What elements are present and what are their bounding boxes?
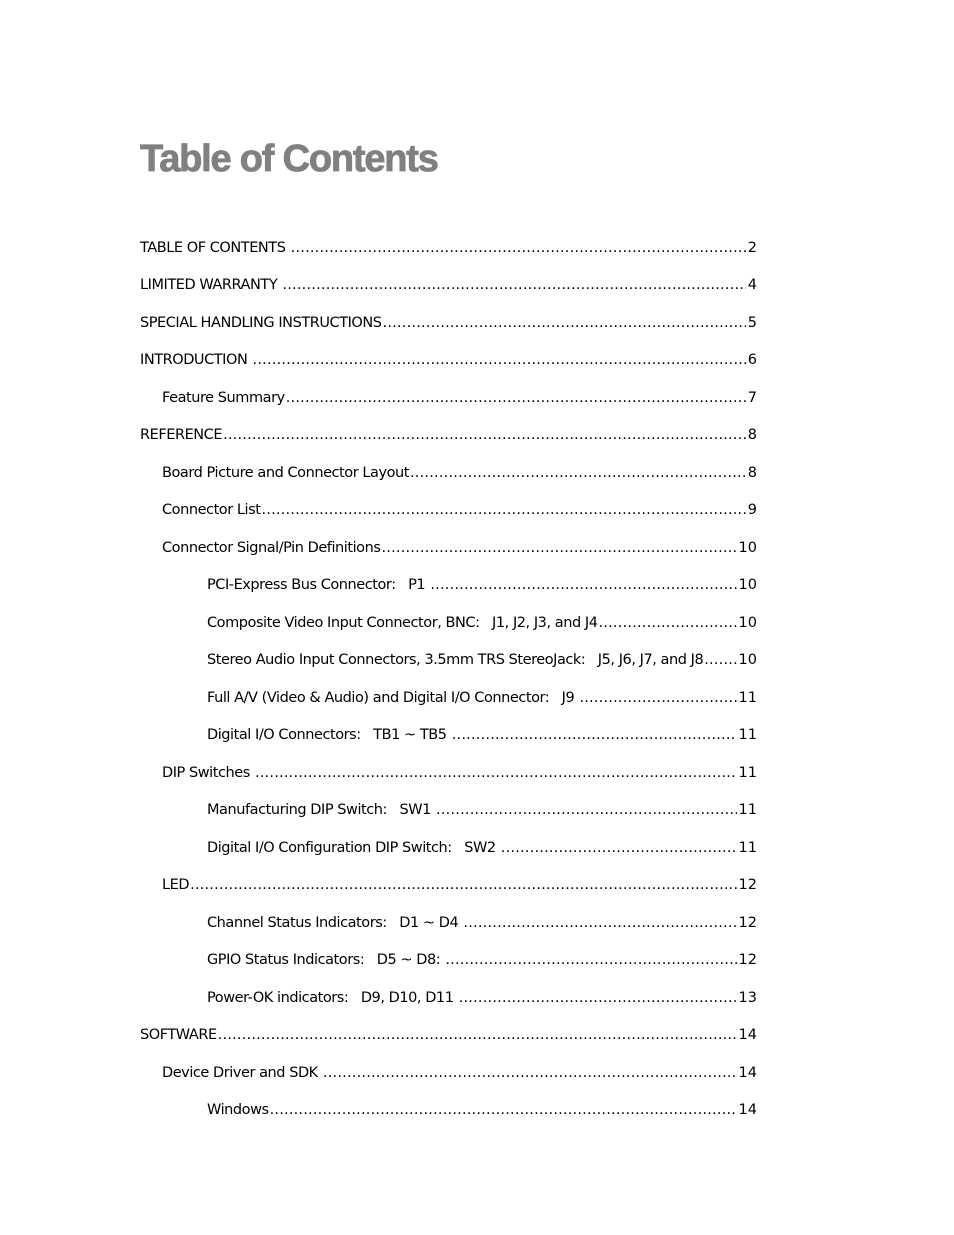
toc-page-number: 8 [747,464,757,481]
toc-entry-gpio-status[interactable] [140,942,757,980]
toc-page-number: 12 [738,952,757,969]
toc-page-number: 14 [738,1102,757,1119]
toc-page-number: 6 [747,352,757,369]
toc-entry-label: LIMITED WARRANTY [140,277,282,294]
toc-dot-leader [253,350,746,370]
toc-page-number: 13 [738,989,757,1006]
toc-dot-leader [430,575,736,595]
toc-dot-leader [286,388,746,408]
toc-dot-leader [282,275,745,295]
toc-entry-label: SOFTWARE [140,1027,217,1044]
toc-entry-label: Feature Summary [162,389,285,406]
toc-dot-leader [291,238,746,258]
toc-entry-label: Digital I/O Connectors: TB1 ~ TB5 [207,727,451,744]
toc-page-number: 14 [738,1027,757,1044]
toc-entry-power-ok[interactable] [140,979,757,1017]
toc-entry-board-picture[interactable] [140,454,757,492]
toc-page-number: 12 [738,914,757,931]
toc-page-number: 9 [747,502,757,519]
toc-entry-reference[interactable] [140,417,757,455]
toc-entry-led[interactable] [140,867,757,905]
toc-entry-label: SPECIAL HANDLING INSTRUCTIONS [140,314,382,331]
toc-entry-label: Manufacturing DIP Switch: SW1 [207,802,436,819]
toc-entry-windows[interactable] [140,1092,757,1130]
toc-dot-leader [270,1100,737,1120]
toc-entry-pci-express[interactable] [140,567,757,605]
toc-page-number: 8 [747,427,757,444]
toc-entry-label: Power-OK indicators: D9, D10, D11 [207,989,458,1006]
toc-entry-label: Connector Signal/Pin Definitions [162,539,381,556]
toc-entry-manufacturing-dip[interactable] [140,792,757,830]
toc-entry-connector-signal-pin[interactable] [140,529,757,567]
toc-entry-stereo-audio[interactable] [140,642,757,680]
toc-page-number: 10 [738,652,757,669]
toc-entry-feature-summary[interactable] [140,379,757,417]
toc-dot-leader [410,463,746,483]
toc-page-number: 11 [738,764,757,781]
toc-entry-label: Digital I/O Configuration DIP Switch: SW2 [207,839,500,856]
toc-page-number: 14 [738,1064,757,1081]
toc-entry-connector-list[interactable] [140,492,757,530]
toc-entry-digital-io-config-dip[interactable] [140,829,757,867]
toc-page-number: 11 [738,802,757,819]
toc-entry-label: REFERENCE [140,427,223,444]
toc-dot-leader [452,725,737,745]
toc-dot-leader [459,988,737,1008]
toc-entry-label: DIP Switches [162,764,254,781]
toc-entry-label: Windows [207,1102,269,1119]
toc-dot-leader [445,950,736,970]
toc-dot-leader [381,538,736,558]
toc-entry-limited-warranty[interactable] [140,267,757,305]
toc-page-number: 2 [747,239,757,256]
toc-entry-label: Composite Video Input Connector, BNC: J1, J2, J3, and J4 [207,614,598,631]
toc-entry-composite-video[interactable] [140,604,757,642]
toc-entry-introduction[interactable] [140,342,757,380]
toc-entry-digital-io-connectors[interactable] [140,717,757,755]
toc-entry-label: PCI-Express Bus Connector: P1 [207,577,430,594]
toc-dot-leader [463,913,736,933]
toc-page-number: 7 [747,389,757,406]
toc-entry-label: LED [162,877,190,894]
toc-dot-leader [218,1025,737,1045]
toc-dot-leader [579,688,736,708]
toc-entry-label: Connector List [162,502,261,519]
toc-page-number: 11 [738,689,757,706]
toc-dot-leader [255,763,737,783]
table-of-contents [140,229,757,1129]
toc-dot-leader [383,313,746,333]
toc-page-number: 10 [738,539,757,556]
toc-entry-channel-status[interactable] [140,904,757,942]
toc-page-number: 12 [738,877,757,894]
toc-entry-label: TABLE OF CONTENTS [140,239,290,256]
toc-dot-leader [436,800,737,820]
toc-dot-leader [501,838,737,858]
toc-dot-leader [704,650,736,670]
toc-dot-leader [223,425,746,445]
toc-entry-special-handling[interactable] [140,304,757,342]
toc-entry-software[interactable] [140,1017,757,1055]
toc-entry-label: Full A/V (Video & Audio) and Digital I/O Connector: J9 [207,689,579,706]
toc-entry-label: INTRODUCTION [140,352,252,369]
toc-dot-leader [323,1063,737,1083]
toc-entry-label: Device Driver and SDK [162,1064,322,1081]
toc-page-number: 11 [738,839,757,856]
toc-dot-leader [190,875,736,895]
toc-dot-leader [598,613,736,633]
toc-page-number: 11 [738,727,757,744]
toc-entry-label: Board Picture and Connector Layout [162,464,409,481]
toc-entry-label: Channel Status Indicators: D1 ~ D4 [207,914,463,931]
toc-page-number: 10 [738,614,757,631]
toc-entry-table-of-contents[interactable] [140,229,757,267]
toc-page-number: 10 [738,577,757,594]
toc-entry-label: Stereo Audio Input Connectors, 3.5mm TRS StereoJack: J5, J6, J7, and J8 [207,652,704,669]
toc-page-number: 5 [747,314,757,331]
toc-entry-dip-switches[interactable] [140,754,757,792]
toc-dot-leader [261,500,745,520]
toc-entry-label: GPIO Status Indicators: D5 ~ D8: [207,952,445,969]
toc-entry-full-av[interactable] [140,679,757,717]
page-title: Table of Contents [140,138,438,180]
toc-entry-device-driver-sdk[interactable] [140,1054,757,1092]
toc-page-number: 4 [747,277,757,294]
